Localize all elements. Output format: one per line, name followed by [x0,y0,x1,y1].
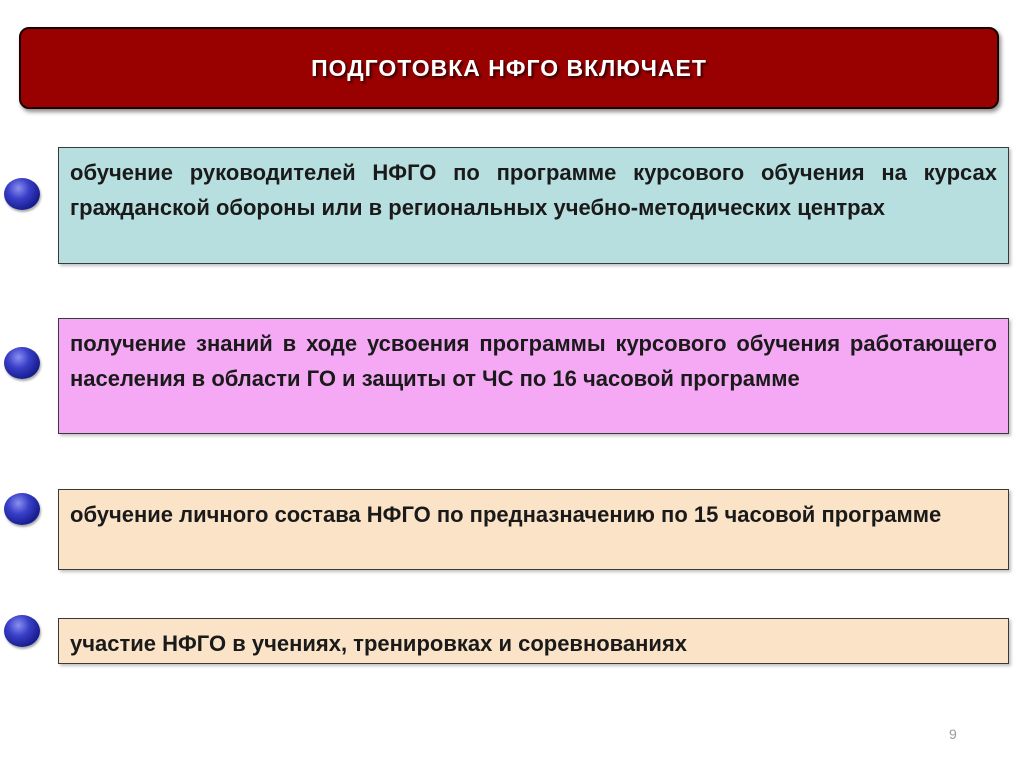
bullet-icon [4,615,40,647]
page-number: 9 [949,726,957,742]
bullet-icon [4,493,40,525]
list-item-2: получение знаний в ходе усвоения программы курсового обучения работающего населения в области ГО и защиты от ЧС по 16 часовой программе [58,318,1009,434]
list-item-1: обучение руководителей НФГО по программе курсового обучения на курсах гражданской обороны или в региональных учебно-методических центрах [58,147,1009,264]
list-item-3: обучение личного состава НФГО по предназначению по 15 часовой программе [58,489,1009,570]
slide-title: ПОДГОТОВКА НФГО ВКЛЮЧАЕТ [311,54,707,81]
title-banner [19,27,999,109]
bullet-icon [4,178,40,210]
bullet-icon [4,347,40,379]
list-item-4: участие НФГО в учениях, тренировках и соревнованиях [58,618,1009,664]
